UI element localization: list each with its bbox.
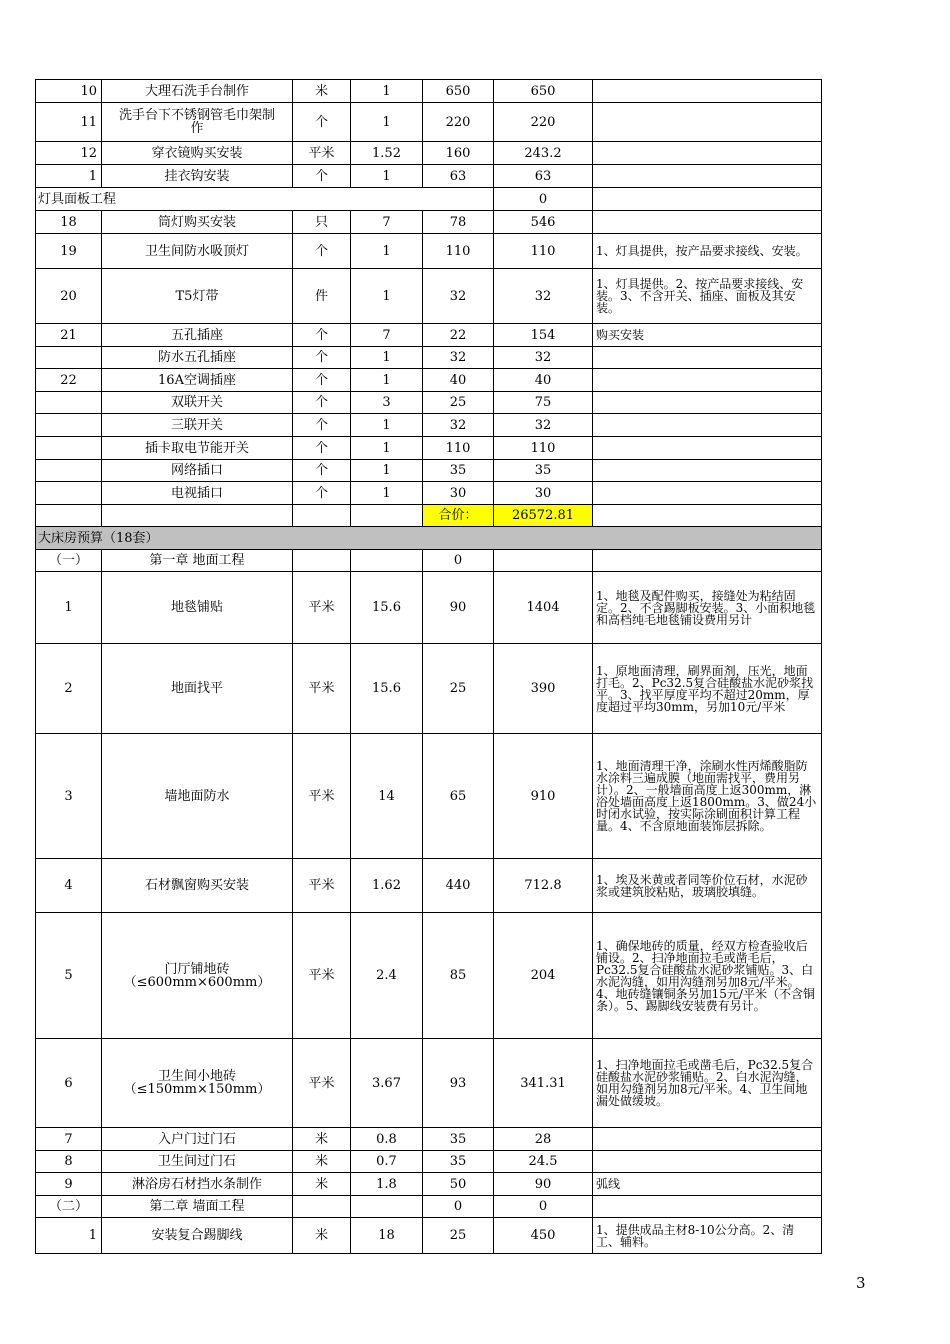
cell-unit: 个: [293, 347, 351, 369]
cell-note: 1、扫净地面拉毛或凿毛后，Pc32.5复合硅酸盐水泥砂浆铺贴。2、白水泥沟缝，如用勾缝剂另加8元/平米。4、卫生间地漏处做缓坡。: [593, 1039, 822, 1128]
cell-note: 1、灯具提供，按产品要求接线、安装。: [593, 234, 822, 269]
cell-price: 78: [423, 211, 494, 234]
cell-note: [593, 188, 822, 211]
cell-total: 204: [494, 913, 593, 1039]
section-title: 灯具面板工程: [36, 188, 494, 211]
cell-no: [36, 414, 102, 437]
cell-note: [593, 437, 822, 460]
cell-total: 90: [494, 1173, 593, 1196]
cell-name: 卫生间防水吸顶灯: [102, 234, 293, 269]
table-row: [36, 414, 822, 437]
cell-no: 5: [36, 913, 102, 1039]
cell-no: 7: [36, 1128, 102, 1151]
cell-total: 24.5: [494, 1151, 593, 1173]
cell-note: 购买安装: [593, 324, 822, 347]
cell-note: [593, 392, 822, 414]
cell-price: 40: [423, 369, 494, 392]
table-row: [36, 369, 822, 392]
cell-note: [593, 1151, 822, 1173]
cell-unit: 件: [293, 269, 351, 324]
cell-qty: 1: [351, 369, 423, 392]
cell-unit: 个: [293, 460, 351, 482]
cell-name: 筒灯购买安装: [102, 211, 293, 234]
cell-total: 910: [494, 734, 593, 859]
cell-name: 网络插口: [102, 460, 293, 482]
cell-price: 32: [423, 347, 494, 369]
cell-price: 110: [423, 234, 494, 269]
cell-price: 35: [423, 1151, 494, 1173]
table-row: [36, 211, 822, 234]
chapter-title: 第二章 墙面工程: [102, 1196, 293, 1218]
cell-name: 五孔插座: [102, 324, 293, 347]
chapter-price: 0: [423, 550, 494, 572]
cell-price: 160: [423, 142, 494, 165]
cell-no: 4: [36, 859, 102, 913]
cell-qty: 1: [351, 80, 423, 103]
cell-unit: 个: [293, 482, 351, 505]
table-row: [36, 324, 822, 347]
cell-qty: 1: [351, 437, 423, 460]
cell-price: 35: [423, 1128, 494, 1151]
cell-total: 30: [494, 482, 593, 505]
cell-qty: 3.67: [351, 1039, 423, 1128]
cell-empty: [494, 550, 593, 572]
table-row: [36, 103, 822, 142]
table-row: [36, 392, 822, 414]
cell-total: 650: [494, 80, 593, 103]
cell-name-spec: （≤150mm×150mm）: [123, 1082, 271, 1097]
cell-unit: 米: [293, 1151, 351, 1173]
cell-note: 1、地毯及配件购买，接缝处为粘结固定。2、不含踢脚板安装。3、小面积地毯和高档纯毛地毯铺设费用另计: [593, 572, 822, 644]
table-row: [36, 572, 822, 644]
table-row: [36, 437, 822, 460]
cell-no: [36, 392, 102, 414]
section-row: [36, 188, 822, 211]
cell-name: 洗手台下不锈钢管毛巾架制作: [102, 103, 293, 142]
cell-name: 入户门过门石: [102, 1128, 293, 1151]
cell-no: 22: [36, 369, 102, 392]
cell-note: [593, 80, 822, 103]
cell-note: [593, 211, 822, 234]
table-row: [36, 913, 822, 1039]
cell-qty: 18: [351, 1218, 423, 1254]
section-title: 大床房预算（18套）: [36, 527, 822, 550]
cell-price: 30: [423, 482, 494, 505]
cell-name: 双联开关: [102, 392, 293, 414]
section-total: 0: [494, 188, 593, 211]
cell-name: 卫生间过门石: [102, 1151, 293, 1173]
table-row: [36, 859, 822, 913]
cell-no: 12: [36, 142, 102, 165]
chapter-row: [36, 1196, 822, 1218]
cell-qty: 14: [351, 734, 423, 859]
budget-table: [35, 79, 822, 1254]
cell-price: 35: [423, 460, 494, 482]
cell-note: [593, 460, 822, 482]
cell-name: 卫生间小地砖: [157, 1069, 236, 1084]
cell-name-multiline: [102, 1039, 293, 1128]
table-row: [36, 142, 822, 165]
subtotal-value: 26572.81: [494, 505, 593, 527]
cell-empty: [36, 505, 102, 527]
cell-qty: 1: [351, 103, 423, 142]
cell-note: [593, 369, 822, 392]
cell-qty: 0.8: [351, 1128, 423, 1151]
cell-price: 63: [423, 165, 494, 188]
cell-qty: 1: [351, 460, 423, 482]
cell-price: 65: [423, 734, 494, 859]
cell-qty: 1.8: [351, 1173, 423, 1196]
table-row: [36, 1039, 822, 1128]
cell-unit: 个: [293, 392, 351, 414]
cell-empty: [351, 550, 423, 572]
cell-unit: 平米: [293, 572, 351, 644]
table-row: [36, 1151, 822, 1173]
cell-name: T5灯带: [102, 269, 293, 324]
cell-unit: 个: [293, 369, 351, 392]
cell-qty: 0.7: [351, 1151, 423, 1173]
cell-name: 防水五孔插座: [102, 347, 293, 369]
cell-name: 墙地面防水: [102, 734, 293, 859]
cell-no: [36, 347, 102, 369]
cell-note: 1、原地面清理，刷界面剂，压光，地面打毛。2、Pc32.5复合硅酸盐水泥砂浆找平。3、找平厚度平均不超过20mm，厚度超过平均30mm，另加10元/平米: [593, 644, 822, 734]
cell-no: 11: [36, 103, 102, 142]
cell-qty: 15.6: [351, 572, 423, 644]
cell-unit: 平米: [293, 142, 351, 165]
cell-unit: 米: [293, 1218, 351, 1254]
cell-empty: [102, 505, 293, 527]
cell-qty: 7: [351, 211, 423, 234]
cell-unit: 个: [293, 414, 351, 437]
cell-name-multiline: [102, 913, 293, 1039]
cell-no: 10: [36, 80, 102, 103]
cell-name: 16A空调插座: [102, 369, 293, 392]
cell-name-spec: （≤600mm×600mm）: [123, 974, 271, 990]
cell-no: 21: [36, 324, 102, 347]
cell-no: 8: [36, 1151, 102, 1173]
cell-total: 32: [494, 269, 593, 324]
table-row: [36, 460, 822, 482]
cell-note: 1、地面清理干净，涂刷水性丙烯酸脂防水涂料三遍成膜（地面需找平，费用另计）。2、一般墙面高度上返300mm，淋浴处墙面高度上返1800mm。3、做24小时闭水试验，按实际涂刷面积计算工程量。4、不含原地面装饰层拆除。: [593, 734, 822, 859]
cell-empty: [593, 1196, 822, 1218]
cell-note: [593, 1128, 822, 1151]
cell-price: 32: [423, 269, 494, 324]
cell-empty: [351, 1196, 423, 1218]
cell-no: [36, 482, 102, 505]
cell-total: 546: [494, 211, 593, 234]
cell-empty: [293, 550, 351, 572]
cell-name: 地毯铺贴: [102, 572, 293, 644]
cell-note: 弧线: [593, 1173, 822, 1196]
cell-price: 32: [423, 414, 494, 437]
cell-total: 32: [494, 414, 593, 437]
cell-empty: [293, 505, 351, 527]
cell-name: 淋浴房石材挡水条制作: [102, 1173, 293, 1196]
cell-no: 2: [36, 644, 102, 734]
table-row: [36, 165, 822, 188]
cell-total: 28: [494, 1128, 593, 1151]
cell-qty: 1: [351, 234, 423, 269]
cell-price: 440: [423, 859, 494, 913]
cell-unit: 只: [293, 211, 351, 234]
cell-total: 220: [494, 103, 593, 142]
cell-empty: [293, 1196, 351, 1218]
cell-total: 110: [494, 437, 593, 460]
chapter-total: 0: [494, 1196, 593, 1218]
cell-qty: 3: [351, 392, 423, 414]
page-number: 3: [856, 1274, 866, 1292]
cell-qty: 1: [351, 269, 423, 324]
cell-price: 220: [423, 103, 494, 142]
cell-unit: 个: [293, 165, 351, 188]
cell-no: 3: [36, 734, 102, 859]
cell-empty: [593, 550, 822, 572]
cell-price: 25: [423, 1218, 494, 1254]
cell-total: 1404: [494, 572, 593, 644]
cell-no: 19: [36, 234, 102, 269]
cell-total: 40: [494, 369, 593, 392]
cell-empty: [351, 505, 423, 527]
cell-name: 石材飘窗购买安装: [102, 859, 293, 913]
cell-unit: 个: [293, 234, 351, 269]
table-row: [36, 269, 822, 324]
cell-qty: 1.52: [351, 142, 423, 165]
cell-no: 20: [36, 269, 102, 324]
chapter-title: 第一章 地面工程: [102, 550, 293, 572]
cell-total: 390: [494, 644, 593, 734]
cell-unit: 米: [293, 1128, 351, 1151]
cell-qty: 1.62: [351, 859, 423, 913]
cell-price: 85: [423, 913, 494, 1039]
cell-qty: 1: [351, 482, 423, 505]
cell-price: 22: [423, 324, 494, 347]
cell-unit: 平米: [293, 644, 351, 734]
cell-unit: 平米: [293, 913, 351, 1039]
cell-total: 154: [494, 324, 593, 347]
table-row: [36, 1173, 822, 1196]
chapter-no: （一）: [36, 550, 102, 572]
table-row: [36, 80, 822, 103]
cell-name: 门厅铺地砖: [164, 961, 230, 977]
cell-qty: 1: [351, 414, 423, 437]
cell-name: 穿衣镜购买安装: [102, 142, 293, 165]
cell-price: 110: [423, 437, 494, 460]
subtotal-label: 合价：: [423, 505, 494, 527]
cell-unit: 米: [293, 1173, 351, 1196]
cell-name: 插卡取电节能开关: [102, 437, 293, 460]
cell-total: 32: [494, 347, 593, 369]
cell-note: [593, 482, 822, 505]
cell-total: 63: [494, 165, 593, 188]
cell-note: 1、埃及米黄或者同等价位石材，水泥砂浆或建筑胶粘贴，玻璃胶填缝。: [593, 859, 822, 913]
table-row: [36, 482, 822, 505]
cell-price: 25: [423, 644, 494, 734]
cell-no: 6: [36, 1039, 102, 1128]
cell-total: 243.2: [494, 142, 593, 165]
table-row: [36, 347, 822, 369]
cell-price: 25: [423, 392, 494, 414]
cell-qty: 1: [351, 347, 423, 369]
cell-qty: 7: [351, 324, 423, 347]
cell-note: [593, 347, 822, 369]
cell-empty: [593, 505, 822, 527]
cell-no: [36, 437, 102, 460]
cell-name: 地面找平: [102, 644, 293, 734]
cell-unit: 米: [293, 80, 351, 103]
cell-no: [36, 460, 102, 482]
cell-total: 450: [494, 1218, 593, 1254]
chapter-no: （二）: [36, 1196, 102, 1218]
cell-price: 93: [423, 1039, 494, 1128]
cell-unit: 个: [293, 437, 351, 460]
cell-no: 1: [36, 165, 102, 188]
cell-price: 650: [423, 80, 494, 103]
table-row: [36, 1218, 822, 1254]
cell-qty: 15.6: [351, 644, 423, 734]
cell-note: 1、确保地砖的质量，经双方检查验收后铺设。2、扫净地面拉毛或凿毛后，Pc32.5复合硅酸盐水泥砂浆铺贴。3、白水泥沟缝，如用沟缝剂另加8元/平米。4、地砖缝镶铜条另加15元/平米（不含铜条）。5、踢脚线安装费有另计。: [593, 913, 822, 1039]
cell-name: 安装复合踢脚线: [102, 1218, 293, 1254]
cell-no: 1: [36, 1218, 102, 1254]
cell-total: 35: [494, 460, 593, 482]
cell-price: 90: [423, 572, 494, 644]
chapter-price: 0: [423, 1196, 494, 1218]
cell-name: 挂衣钩安装: [102, 165, 293, 188]
cell-note: [593, 165, 822, 188]
cell-no: 1: [36, 572, 102, 644]
cell-unit: 平米: [293, 734, 351, 859]
table-row: [36, 1128, 822, 1151]
table-row: [36, 734, 822, 859]
cell-total: 712.8: [494, 859, 593, 913]
cell-no: 9: [36, 1173, 102, 1196]
section-row: [36, 527, 822, 550]
cell-name: 电视插口: [102, 482, 293, 505]
cell-name: 三联开关: [102, 414, 293, 437]
cell-note: [593, 103, 822, 142]
cell-name: 大理石洗手台制作: [102, 80, 293, 103]
cell-unit: 平米: [293, 1039, 351, 1128]
cell-qty: 2.4: [351, 913, 423, 1039]
cell-total: 341.31: [494, 1039, 593, 1128]
table-row: [36, 644, 822, 734]
cell-note: [593, 414, 822, 437]
cell-note: 1、灯具提供。2、按产品要求接线、安装。3、不含开关、插座、面板及其安装。: [593, 269, 822, 324]
cell-unit: 个: [293, 324, 351, 347]
subtotal-row: [36, 505, 822, 527]
cell-price: 50: [423, 1173, 494, 1196]
cell-no: 18: [36, 211, 102, 234]
cell-unit: 平米: [293, 859, 351, 913]
cell-total: 75: [494, 392, 593, 414]
cell-qty: 1: [351, 165, 423, 188]
cell-unit: 个: [293, 103, 351, 142]
table-row: [36, 234, 822, 269]
cell-note: 1、提供成品主材8-10公分高。2、清工、辅料。: [593, 1218, 822, 1254]
cell-note: [593, 142, 822, 165]
chapter-row: [36, 550, 822, 572]
cell-total: 110: [494, 234, 593, 269]
